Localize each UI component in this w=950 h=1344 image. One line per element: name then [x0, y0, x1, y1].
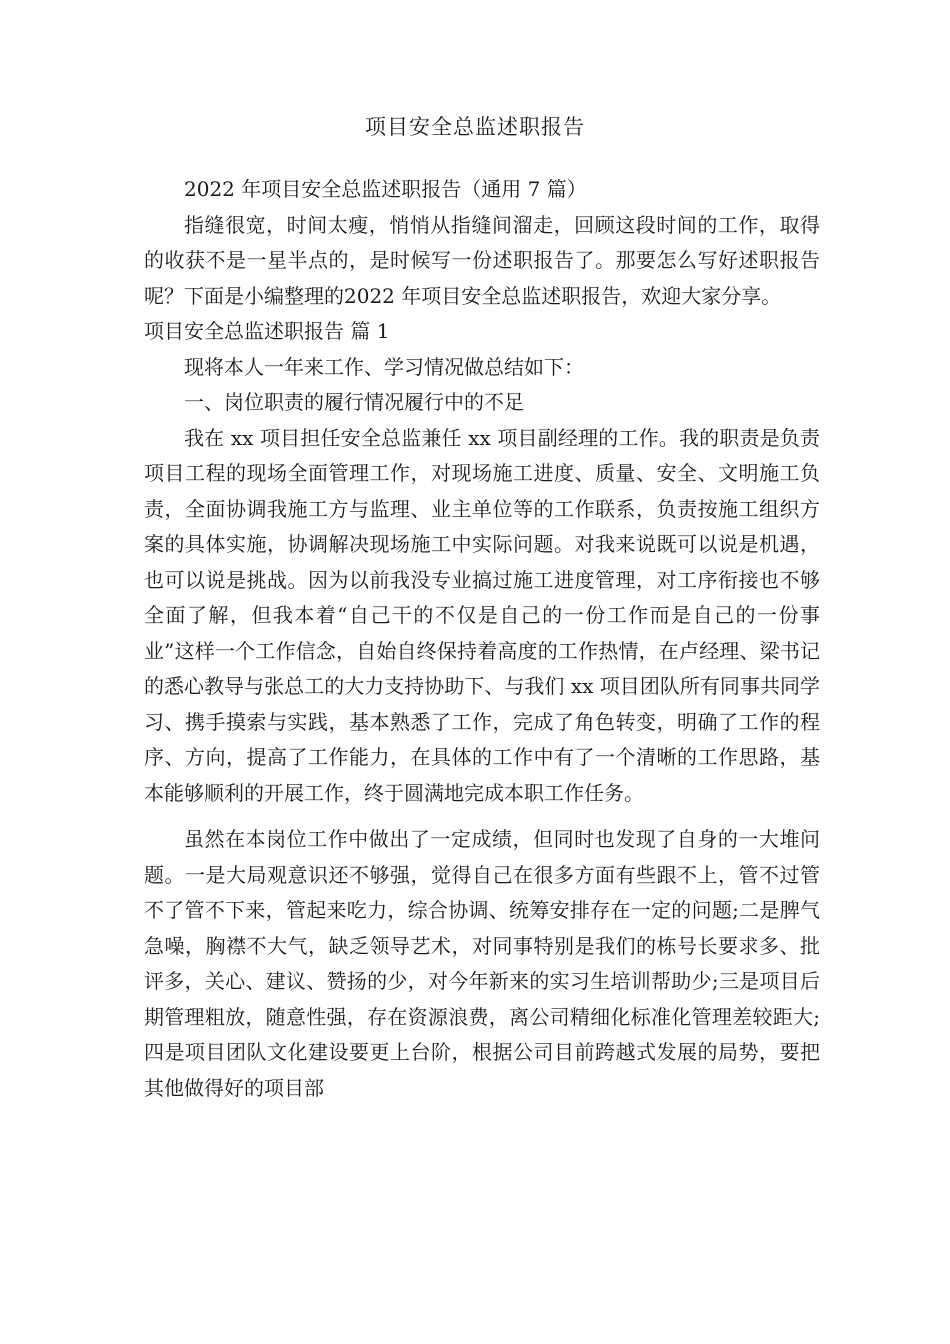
shortcomings-paragraph: 虽然在本岗位工作中做出了一定成绩，但同时也发现了自身的一大堆问题。一是大局观意识还不够强，觉得自己在很多方面有些跟不上，管不过管不了管不下来，管起来吃力，综合协调、统筹安排存在一定的问题;二是脾气急噪，胸襟不大气，缺乏领导艺术，对同事特别是我们的栋号长要求多、批评多，关心、建议、赞扬的少，对今年新来的实习生培训帮助少;三是项目后期管理粗放，随意性强，存在资源浪费，离公司精细化标准化管理差较距大;四是项目团队文化建设要更上台阶，根据公司目前跨越式发展的局势，要把其他做得好的项目部: [144, 827, 820, 1100]
subsection-heading: 一、岗位职责的履行情况履行中的不足: [184, 390, 524, 414]
intro-paragraph: 指缝很宽，时间太瘦，悄悄从指缝间溜走，回顾这段时间的工作，取得的收获不是一星半点的，是时候写一份述职报告了。那要怎么写好述职报告呢？下面是小编整理的2022 年项目安全总监述职报告，欢迎大家分享。: [144, 212, 820, 308]
document-body: [144, 172, 820, 1106]
section-heading: 项目安全总监述职报告 篇 1: [144, 319, 390, 343]
subtitle-paragraph: 2022 年项目安全总监述职报告（通用 7 篇）: [184, 177, 587, 201]
summary-intro-paragraph: 现将本人一年来工作、学习情况做总结如下：: [184, 354, 584, 379]
document-title: 项目安全总监述职报告: [365, 115, 585, 139]
duties-paragraph: 我在 xx 项目担任安全总监兼任 xx 项目副经理的工作。我的职责是负责项目工程的现场全面管理工作，对现场施工进度、质量、安全、文明施工负责，全面协调我施工方与监理、业主单位等的工作联系，负责按施工组织方案的具体实施，协调解决现场施工中实际问题。对我来说既可以说是机遇，也可以说是挑战。因为以前我没专业搞过施工进度管理，对工序衔接也不够全面了解，但我本着“自己干的不仅是自己的一份工作而是自己的一份事业”这样一个工作信念，自始自终保持着高度的工作热情，在卢经理、梁书记的悉心教导与张总工的大力支持协助下、与我们 xx 项目团队所有同事共同学习、携手摸索与实践，基本熟悉了工作，完成了角色转变，明确了工作的程序、方向，提高了工作能力，在具体的工作中有了一个清晰的工作思路，基本能够顺利的开展工作，终于圆满地完成本职工作任务。: [144, 425, 820, 805]
